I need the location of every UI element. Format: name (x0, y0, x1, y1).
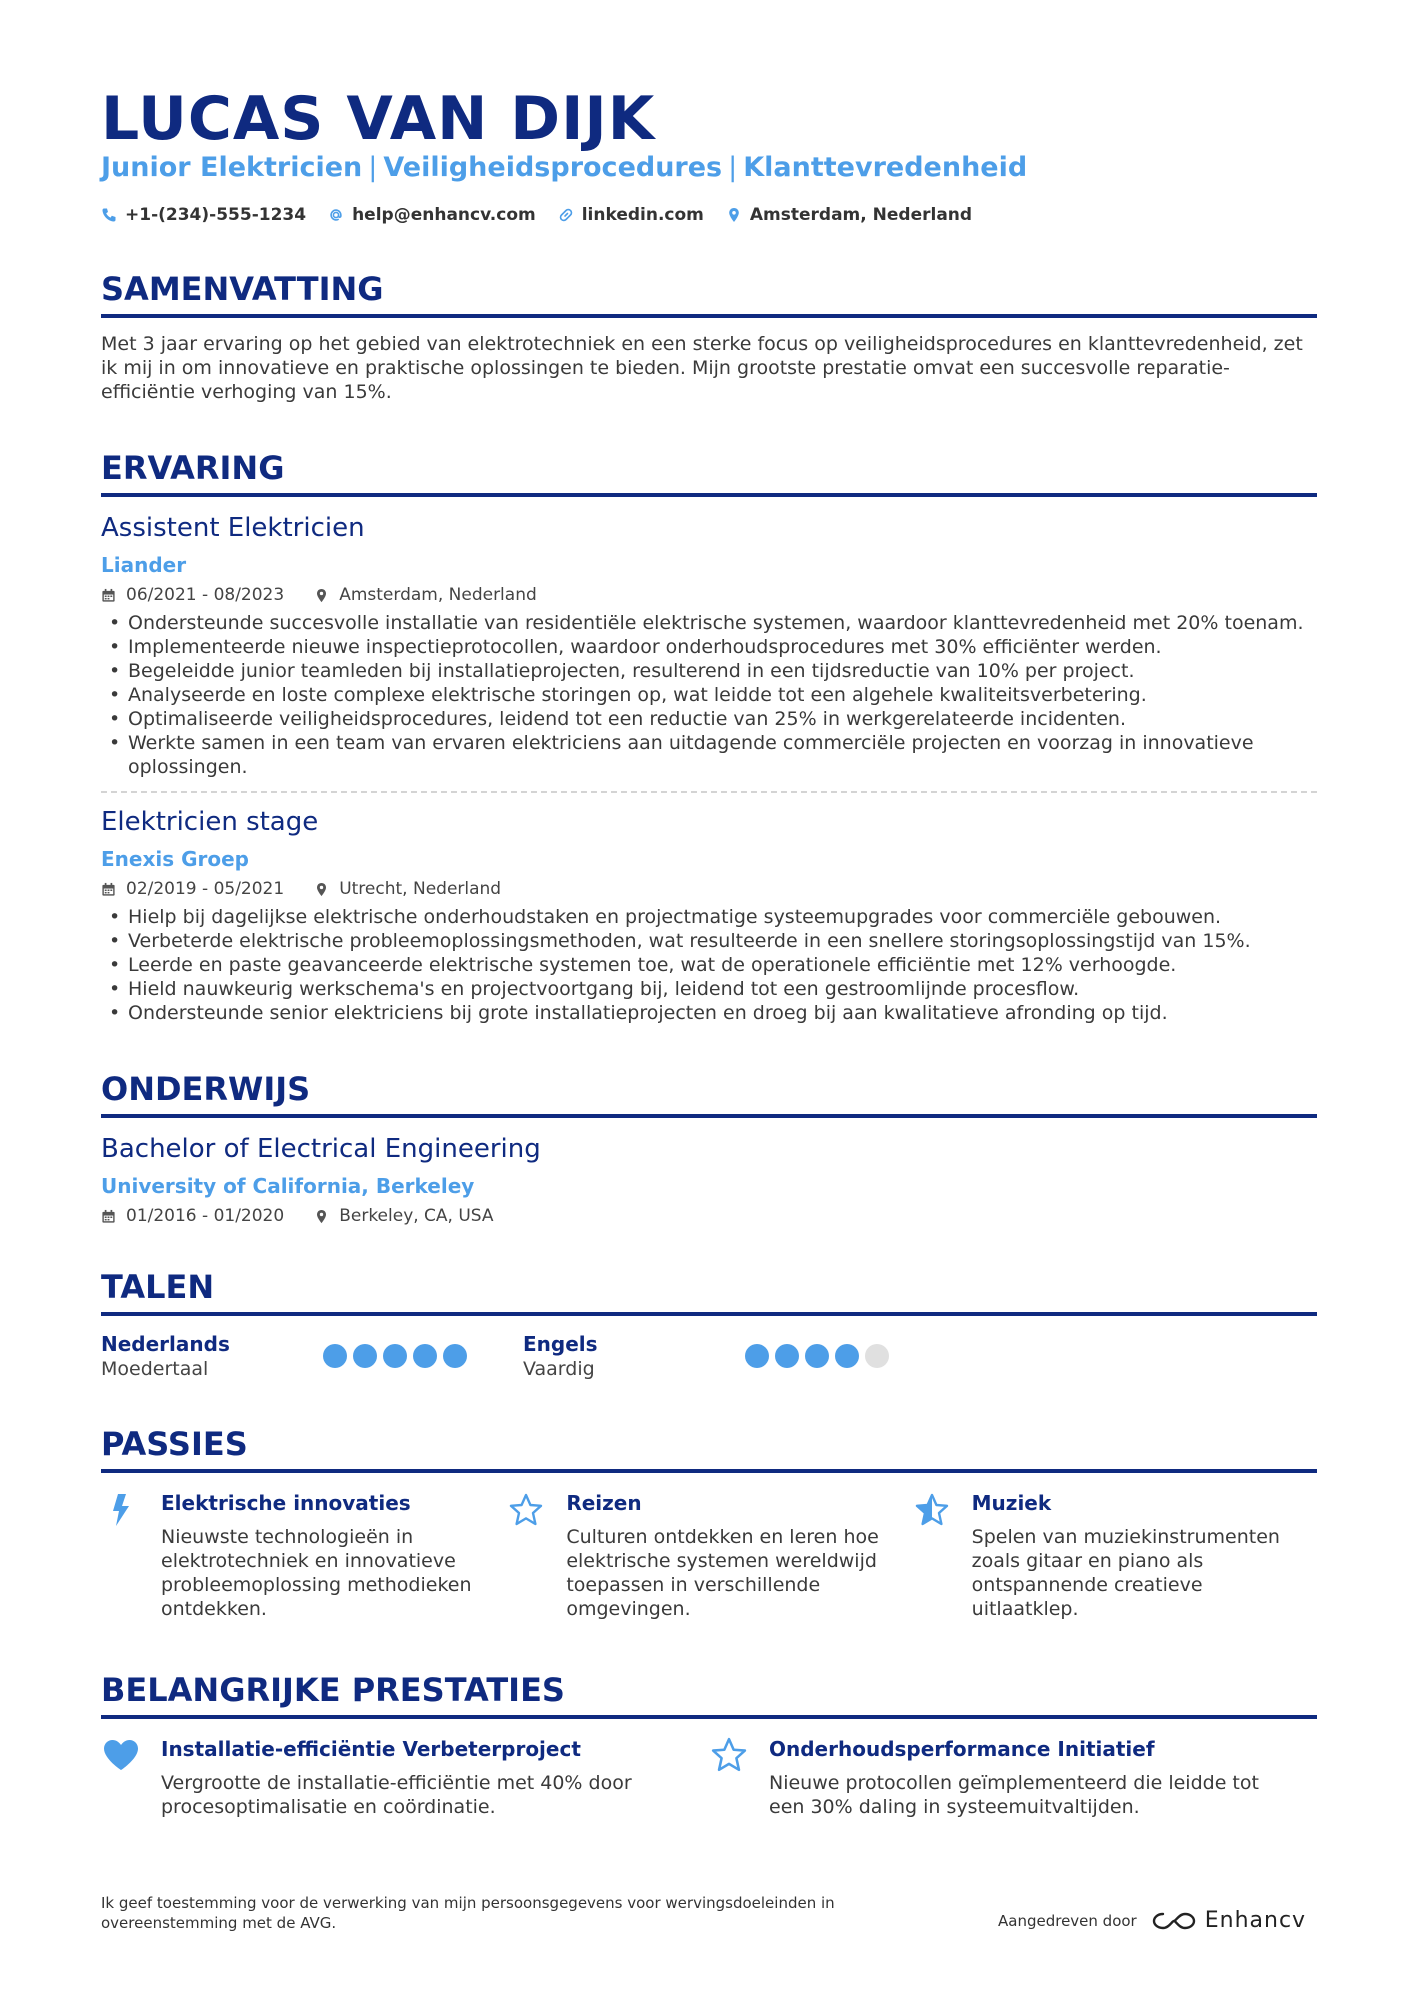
summary-text: Met 3 jaar ervaring op het gebied van elektrotechniek en een sterke focus op veiligheidsprocedures en klanttevredenheid, zet ik mij in om innovatieve en praktische oplossingen te bieden. Mijn grootste prestatie omvat een succesvolle reparatie-efficiëntie verhoging van 15%. (101, 333, 1303, 403)
linkedin-text: linkedin.com (581, 205, 704, 225)
summary-section (101, 270, 1317, 404)
achievement-item (101, 1737, 709, 1819)
language-item (101, 1332, 523, 1380)
passion-desc: Nieuwste technologieën in elektrotechniek en innovatieve probleemoplossing methodieken ontdekken. (161, 1526, 472, 1620)
languages-section (101, 1268, 1317, 1380)
bolt-icon (104, 1493, 138, 1527)
language-item (523, 1332, 945, 1380)
language-name: Engels (523, 1332, 598, 1356)
achievement-desc: Nieuwe protocollen geïmplementeerd die leidde tot een 30% daling in systeemuitvaltijden. (769, 1772, 1259, 1818)
contact-linkedin[interactable] (558, 205, 704, 225)
job-meta (101, 585, 1317, 605)
map-pin-icon (314, 1209, 329, 1224)
star-half-icon (915, 1493, 949, 1527)
achievement-title: Installatie-efficiëntie Verbeterproject (161, 1737, 581, 1761)
phone-icon (101, 207, 117, 223)
section-title: ERVARING (101, 449, 1317, 497)
headline-part: Junior Elektricien (101, 152, 363, 183)
language-rating (323, 1344, 467, 1380)
language-rating (745, 1344, 889, 1380)
heart-icon (102, 1737, 140, 1773)
passions-grid (101, 1491, 1317, 1621)
education-dates (101, 1206, 284, 1226)
bullet-item: • Hielp bij dagelijkse elektrische onderhoudstaken en projectmatige systeemupgrades voor commerciële gebouwen. (101, 905, 1317, 929)
degree-title: Bachelor of Electrical Engineering (101, 1134, 541, 1164)
language-level: Vaardig (523, 1358, 595, 1380)
rating-dot-filled (443, 1344, 467, 1368)
star-outline-icon (509, 1493, 543, 1527)
achievements-section (101, 1671, 1317, 1819)
candidate-name: LUCAS VAN DIJK (101, 84, 656, 154)
rating-dot-filled (353, 1344, 377, 1368)
headline-separator: | (368, 152, 378, 183)
bullet-item: • Ondersteunde senior elektriciens bij grote installatieprojecten en droeg bij aan kwalitatieve afronding op tijd. (101, 1001, 1317, 1025)
map-pin-icon (726, 207, 742, 223)
map-pin-icon (314, 882, 329, 897)
location-text: Utrecht, Nederland (339, 879, 502, 899)
bullet-item: • Ondersteunde succesvolle installatie van residentiële elektrische systemen, waardoor klanttevredenheid met 20% toenam. (101, 611, 1317, 635)
education-entry (101, 1134, 1317, 1226)
bullet-item: • Hield nauwkeurig werkschema's en projectvoortgang bij, leidend tot een gestroomlijnde procesflow. (101, 977, 1317, 1001)
rating-dot-filled (775, 1344, 799, 1368)
passion-title: Reizen (566, 1491, 642, 1515)
job-entry (101, 807, 1317, 1025)
education-location (314, 1206, 493, 1226)
section-title: TALEN (101, 1268, 1317, 1316)
powered-by[interactable] (998, 1908, 1306, 1933)
bullet-item: • Verbeterde elektrische probleemoplossingsmethoden, wat resulteerde in een snellere storingsoplossingstijd van 15%. (101, 929, 1317, 953)
language-level: Moedertaal (101, 1358, 209, 1380)
bullet-item: • Werkte samen in een team van ervaren elektriciens aan uitdagende commerciële projecten en voorzag in innovatieve oplossingen. (101, 731, 1317, 779)
location-text: Berkeley, CA, USA (339, 1206, 494, 1226)
link-icon (558, 207, 574, 223)
passion-item (912, 1491, 1317, 1621)
brand-name: Enhancv (1204, 1908, 1307, 1933)
bullet-item: • Analyseerde en loste complexe elektrische storingen op, wat leidde tot een algehele kwaliteitsverbetering. (101, 683, 1317, 707)
bullet-item: • Leerde en paste geavanceerde elektrische systemen toe, wat de operationele efficiëntie met 12% verhoogde. (101, 953, 1317, 977)
divider (101, 791, 1317, 793)
education-section (101, 1070, 1317, 1226)
passion-title: Elektrische innovaties (161, 1491, 411, 1515)
languages-row (101, 1332, 1317, 1380)
job-dates (101, 585, 284, 605)
rating-dot-filled (805, 1344, 829, 1368)
passion-title: Muziek (971, 1491, 1052, 1515)
brand-logo (1151, 1908, 1306, 1933)
rating-dot-filled (835, 1344, 859, 1368)
job-location (314, 585, 537, 605)
job-title: Assistent Elektricien (101, 513, 365, 543)
rating-dot-filled (745, 1344, 769, 1368)
headline-part: Veiligheidsprocedures (383, 152, 723, 183)
job-meta (101, 879, 1317, 899)
calendar-icon (101, 588, 116, 603)
rating-dot-filled (413, 1344, 437, 1368)
contact-email[interactable] (328, 205, 536, 225)
company-name: Enexis Groep (101, 847, 249, 871)
map-pin-icon (314, 588, 329, 603)
passion-desc: Spelen van muziekinstrumenten zoals gitaar en piano als ontspannende creatieve uitlaatklep. (971, 1526, 1280, 1620)
at-icon (328, 207, 344, 223)
powered-by-label: Aangedreven door (998, 1911, 1137, 1930)
contact-bar (101, 205, 972, 225)
job-entry (101, 513, 1317, 779)
job-location (314, 879, 501, 899)
section-title: SAMENVATTING (101, 270, 1317, 318)
headline-part: Klanttevredenheid (743, 152, 1028, 183)
job-dates (101, 879, 284, 899)
achievements-grid (101, 1737, 1317, 1819)
contact-phone[interactable] (101, 205, 306, 225)
job-bullets (101, 905, 1317, 1025)
achievement-desc: Vergrootte de installatie-efficiëntie met 40% door procesoptimalisatie en coördinatie. (161, 1772, 632, 1818)
consent-note: Ik geef toestemming voor de verwerking van mijn persoonsgegevens voor wervingsdoeleinden in overeenstemming met de AVG. (101, 1894, 835, 1932)
bullet-item: • Optimaliseerde veiligheidsprocedures, leidend tot een reductie van 25% in werkgerelateerde incidenten. (101, 707, 1317, 731)
passion-desc: Culturen ontdekken en leren hoe elektrische systemen wereldwijd toepassen in verschillende omgevingen. (566, 1526, 879, 1620)
job-title: Elektricien stage (101, 807, 319, 837)
email-text: help@enhancv.com (352, 205, 536, 225)
bullet-item: • Implementeerde nieuwe inspectieprotocollen, waardoor onderhoudsprocedures met 30% efficiënter werden. (101, 635, 1317, 659)
school-name: University of California, Berkeley (101, 1174, 475, 1198)
location-text: Amsterdam, Nederland (339, 585, 537, 605)
section-title: PASSIES (101, 1425, 1317, 1473)
calendar-icon (101, 1209, 116, 1224)
passions-section (101, 1425, 1317, 1621)
contact-location (726, 205, 972, 225)
dates-text: 06/2021 - 08/2023 (126, 585, 285, 605)
section-title: BELANGRIJKE PRESTATIES (101, 1671, 1317, 1719)
section-title: ONDERWIJS (101, 1070, 1317, 1118)
passion-item (101, 1491, 506, 1621)
headline-separator: | (728, 152, 738, 183)
calendar-icon (101, 882, 116, 897)
headline (101, 152, 1027, 183)
dates-text: 01/2016 - 01/2020 (126, 1206, 285, 1226)
achievement-title: Onderhoudsperformance Initiatief (769, 1737, 1155, 1761)
dates-text: 02/2019 - 05/2021 (126, 879, 285, 899)
location-text: Amsterdam, Nederland (749, 205, 973, 225)
bullet-item: • Begeleidde junior teamleden bij installatieprojecten, resulterend in een tijdsreductie van 10% per project. (101, 659, 1317, 683)
job-bullets (101, 611, 1317, 779)
rating-dot-filled (323, 1344, 347, 1368)
star-outline-icon (710, 1737, 748, 1773)
phone-text: +1-(234)-555-1234 (125, 205, 307, 225)
experience-section (101, 449, 1317, 1025)
infinity-logo-icon (1151, 1910, 1197, 1932)
passion-item (506, 1491, 911, 1621)
language-name: Nederlands (101, 1332, 230, 1356)
rating-dot-filled (383, 1344, 407, 1368)
company-name: Liander (101, 553, 187, 577)
rating-dot-empty (865, 1344, 889, 1368)
education-meta (101, 1206, 1317, 1226)
achievement-item (709, 1737, 1317, 1819)
